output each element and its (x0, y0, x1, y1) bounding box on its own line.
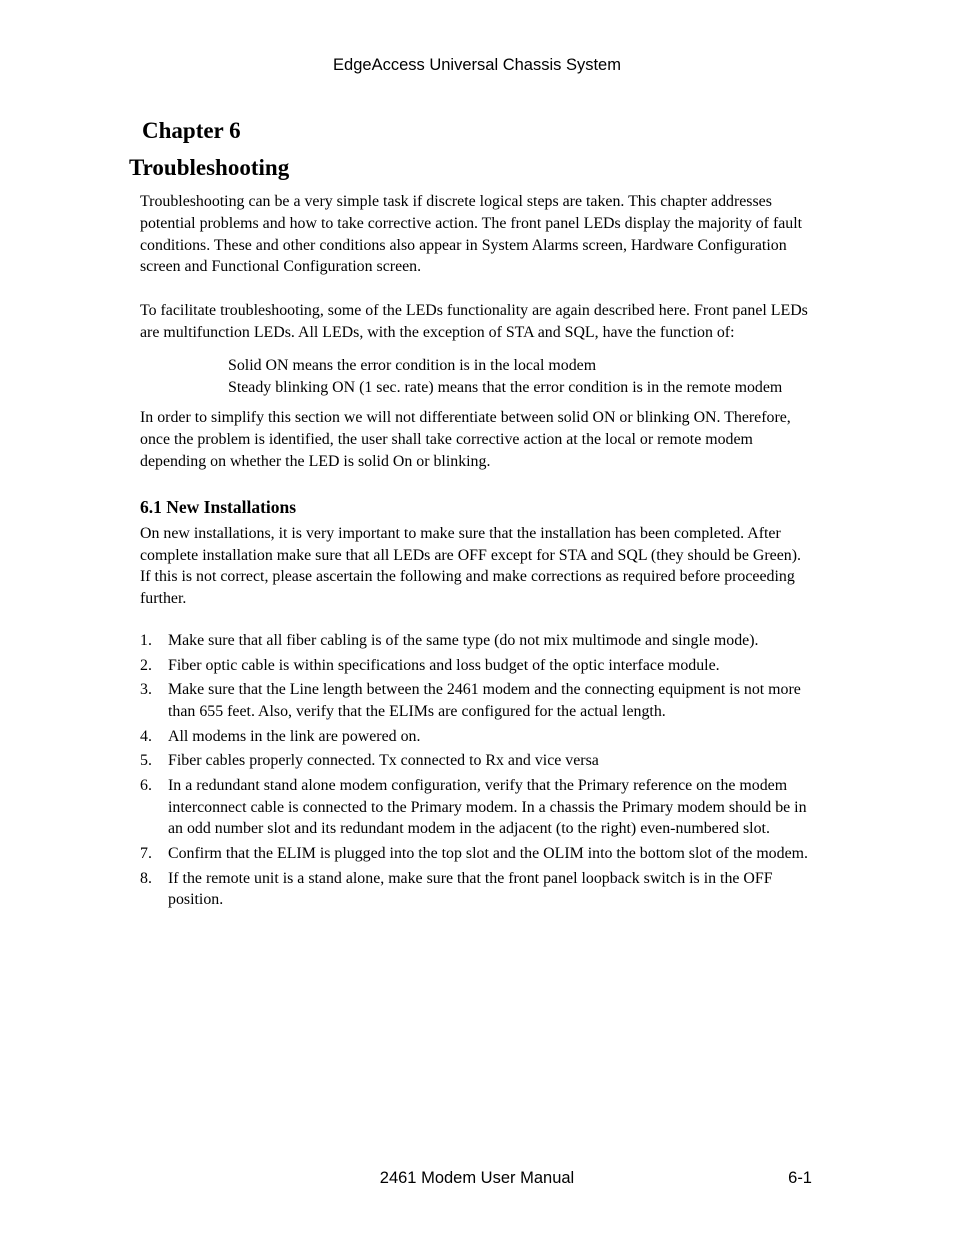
checklist (140, 630, 815, 911)
list-item-text: Make sure that all fiber cabling is of the same type (do not mix multimode and single mode). (168, 631, 759, 649)
list-item (140, 775, 815, 840)
list-item-number: 5. (140, 752, 152, 770)
intro-paragraph-1: Troubleshooting can be a very simple task if discrete logical steps are taken. This chapter addresses potential problems and how to take corrective action. The front panel LEDs display the majority of fault conditions. These and other conditions also appear in System Alarms screen, Hardware Configuration screen and Functional Configuration screen. (140, 193, 803, 276)
list-item-text: Fiber cables properly connected. Tx connected to Rx and vice versa (168, 752, 599, 770)
list-item (140, 679, 815, 723)
list-item (140, 726, 815, 748)
list-item-text: All modems in the link are powered on. (168, 727, 421, 745)
list-item-text: If the remote unit is a stand alone, make sure that the front panel loopback switch is in the OFF position. (168, 869, 773, 909)
led-modes-block (228, 355, 815, 399)
list-item-text: In a redundant stand alone modem configuration, verify that the Primary reference on the modem interconnect cable is connected to the Primary modem. In a chassis the Primary modem should be in an odd number slot and its redundant modem in the adjacent (to the right) even-numbered slot. (168, 776, 807, 838)
list-item-number: 3. (140, 681, 152, 699)
list-item-text: Confirm that the ELIM is plugged into the top slot and the OLIM into the bottom slot of the modem. (168, 844, 808, 862)
list-item-number: 6. (140, 776, 152, 794)
list-item-number: 7. (140, 844, 152, 862)
running-header: EdgeAccess Universal Chassis System (333, 56, 621, 74)
intro-paragraph-2: To facilitate troubleshooting, some of the LEDs functionality are again described here. Front panel LEDs are multifunction LEDs. All LEDs, with the exception of STA and SQL, have the function of: (140, 302, 808, 341)
chapter-title: Troubleshooting (129, 155, 290, 180)
list-item-number: 8. (140, 869, 152, 887)
led-mode-blinking: Steady blinking ON (1 sec. rate) means that the error condition is in the remote modem (228, 378, 783, 396)
led-mode-solid: Solid ON means the error condition is in the local modem (228, 356, 597, 374)
list-item (140, 843, 815, 865)
chapter-label: Chapter 6 (142, 118, 241, 143)
footer-manual-title: 2461 Modem User Manual (379, 1169, 575, 1187)
list-item-number: 2. (140, 656, 152, 674)
intro-paragraph-3: In order to simplify this section we will not differentiate between solid ON or blinking ON. Therefore, once the problem is identified, the user shall take corrective action at the local or remote modem depending on whether the LED is solid On or blinking. (140, 409, 791, 470)
footer-page-number: 6-1 (788, 1169, 812, 1187)
list-item (140, 750, 815, 772)
list-item-text: Make sure that the Line length between the 2461 modem and the connecting equipment is not more than 655 feet. Also, verify that the ELIMs are configured for the actual length. (168, 681, 801, 720)
list-item (140, 655, 815, 677)
list-item-text: Fiber optic cable is within specifications and loss budget of the optic interface module. (168, 656, 720, 674)
section-paragraph: On new installations, it is very important to make sure that the installation has been completed. After complete installation make sure that all LEDs are OFF except for STA and SQL (they should be Green). If this is not correct, please ascertain the following and make corrections as required before proceeding further. (140, 524, 801, 608)
page-body (140, 191, 815, 914)
list-item-number: 1. (140, 631, 152, 649)
list-item-number: 4. (140, 727, 152, 745)
section-heading: 6.1 New Installations (140, 496, 297, 517)
list-item (140, 868, 815, 912)
list-item (140, 630, 815, 652)
